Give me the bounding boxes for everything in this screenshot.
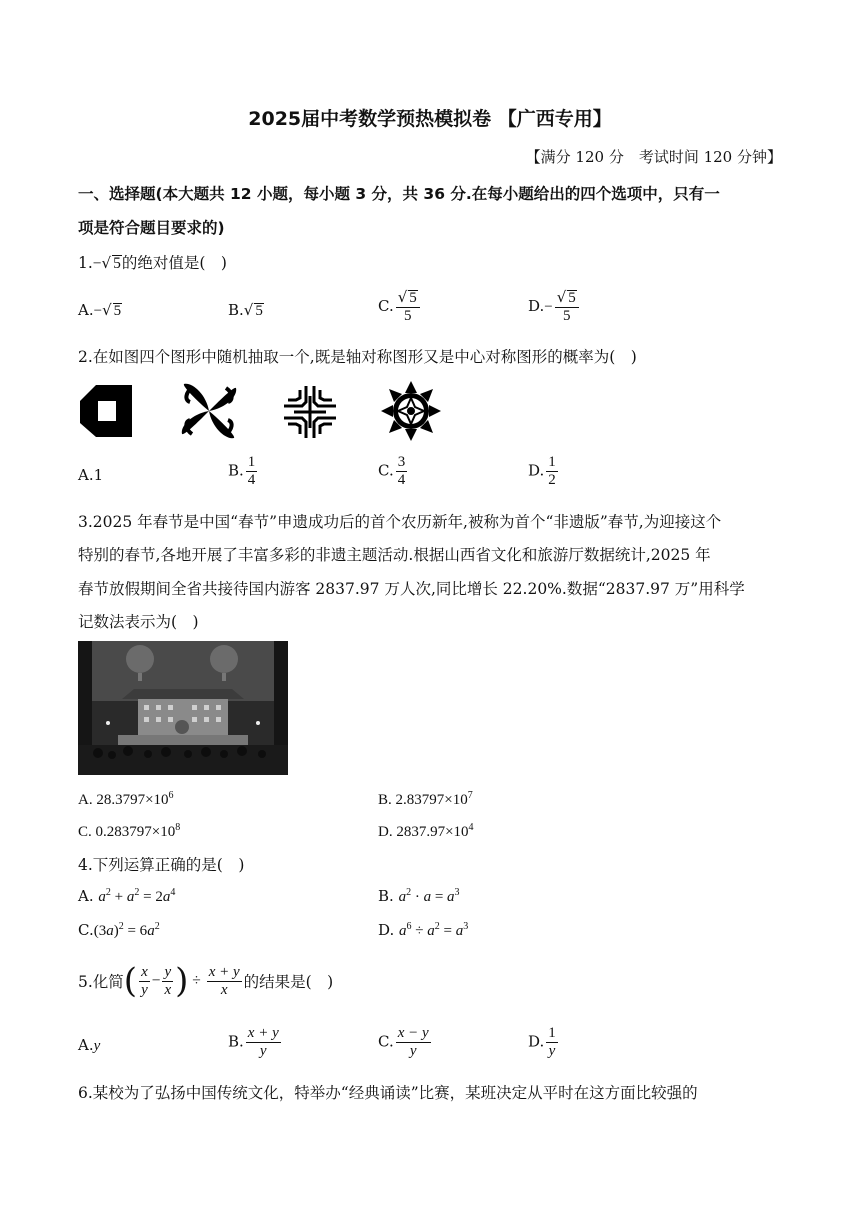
q2-option-a[interactable]: A.1 xyxy=(78,466,104,484)
figure-1-icon xyxy=(78,383,134,439)
q2-option-b[interactable]: B. $\frac{1}{4}$ xyxy=(228,454,256,488)
exam-meta: 【满分 120 分 考试时间 120 分钟】 xyxy=(525,148,782,166)
section-heading-line1: 一、选择题(本大题共 12 小题，每小题 3 分，共 36 分.在每小题给出的四个选项中，只有一 xyxy=(78,185,720,203)
figure-3-icon xyxy=(282,384,338,440)
section-heading-line2: 项是符合题目要求的) xyxy=(78,219,225,237)
q3-option-c[interactable]: C. $0.283797\times 10^8$ xyxy=(78,822,181,840)
q4-option-a[interactable]: A. $a^2 + a^2 = 2a^4$ xyxy=(78,887,176,905)
q5-option-d[interactable]: D. $\frac{1}{y}$ xyxy=(528,1025,556,1059)
q1-option-c[interactable]: C. $\frac{√ 5}{5}$ xyxy=(378,289,422,325)
q1-option-a[interactable]: A.−√ 5 xyxy=(78,301,122,319)
q5-option-a[interactable]: A.y xyxy=(78,1036,101,1054)
question-1: 1.−√ 5的绝对值是( ) xyxy=(78,254,227,272)
q1-option-d[interactable]: D.− $\frac{√ 5}{5}$ xyxy=(528,289,581,325)
figure-4-icon xyxy=(380,380,442,442)
q2-option-c[interactable]: C. $\frac{3}{4}$ xyxy=(378,454,406,488)
question-2: 2.在如图四个图形中随机抽取一个,既是轴对称图形又是中心对称图形的概率为( ) xyxy=(78,348,637,366)
question-3-line3: 春节放假期间全省共接待国内游客 2837.97 万人次,同比增长 22.20%.数据“2837.97 万”用科学 xyxy=(78,580,745,598)
q4-option-c[interactable]: $C.(3a)^2 = 6a^2$ xyxy=(78,921,160,939)
spring-festival-photo xyxy=(78,641,288,775)
q1-option-b[interactable]: B.√ 5 xyxy=(228,301,263,319)
q3-option-a[interactable]: A. $28.3797\times 10^6$ xyxy=(78,790,174,808)
question-5: 5.化简( $\frac{x}{y}$ − $\frac{y}{x}$ ) ÷ $\frac{x + y}{x}$ 的结果是( ) xyxy=(78,961,334,1001)
q3-option-d[interactable]: D. $2837.97\times 10^4$ xyxy=(378,822,474,840)
q5-option-c[interactable]: C. $\frac{x - y}{y}$ xyxy=(378,1025,429,1059)
q3-option-b[interactable]: B. $2.83797\times 10^7$ xyxy=(378,790,473,808)
q4-option-b[interactable]: B. $a^2 \cdot a = a^3$ xyxy=(378,887,460,905)
q2-option-d[interactable]: D. $\frac{1}{2}$ xyxy=(528,454,556,488)
q5-option-b[interactable]: B. $\frac{x + y}{y}$ xyxy=(228,1025,279,1059)
q4-option-d[interactable]: D. $a^6 \div a^2 = a^3$ xyxy=(378,921,469,939)
question-3-line1: 3.2025 年春节是中国“春节”申遗成功后的首个农历新年,被称为首个“非遗版”春节,为迎接这个 xyxy=(78,513,722,531)
question-4: 4.下列运算正确的是( ) xyxy=(78,856,245,874)
question-6: 6.某校为了弘扬中国传统文化，特举办“经典诵读”比赛，某班决定从平时在这方面比较强的 xyxy=(78,1084,698,1102)
figure-2-icon xyxy=(178,380,240,442)
question-3-line4: 记数法表示为( ) xyxy=(78,613,199,631)
page-title: 2025届中考数学预热模拟卷 【广西专用】 xyxy=(248,108,612,130)
question-3-line2: 特别的春节,各地开展了丰富多彩的非遗主题活动.根据山西省文化和旅游厅数据统计,2025 年 xyxy=(78,546,711,564)
